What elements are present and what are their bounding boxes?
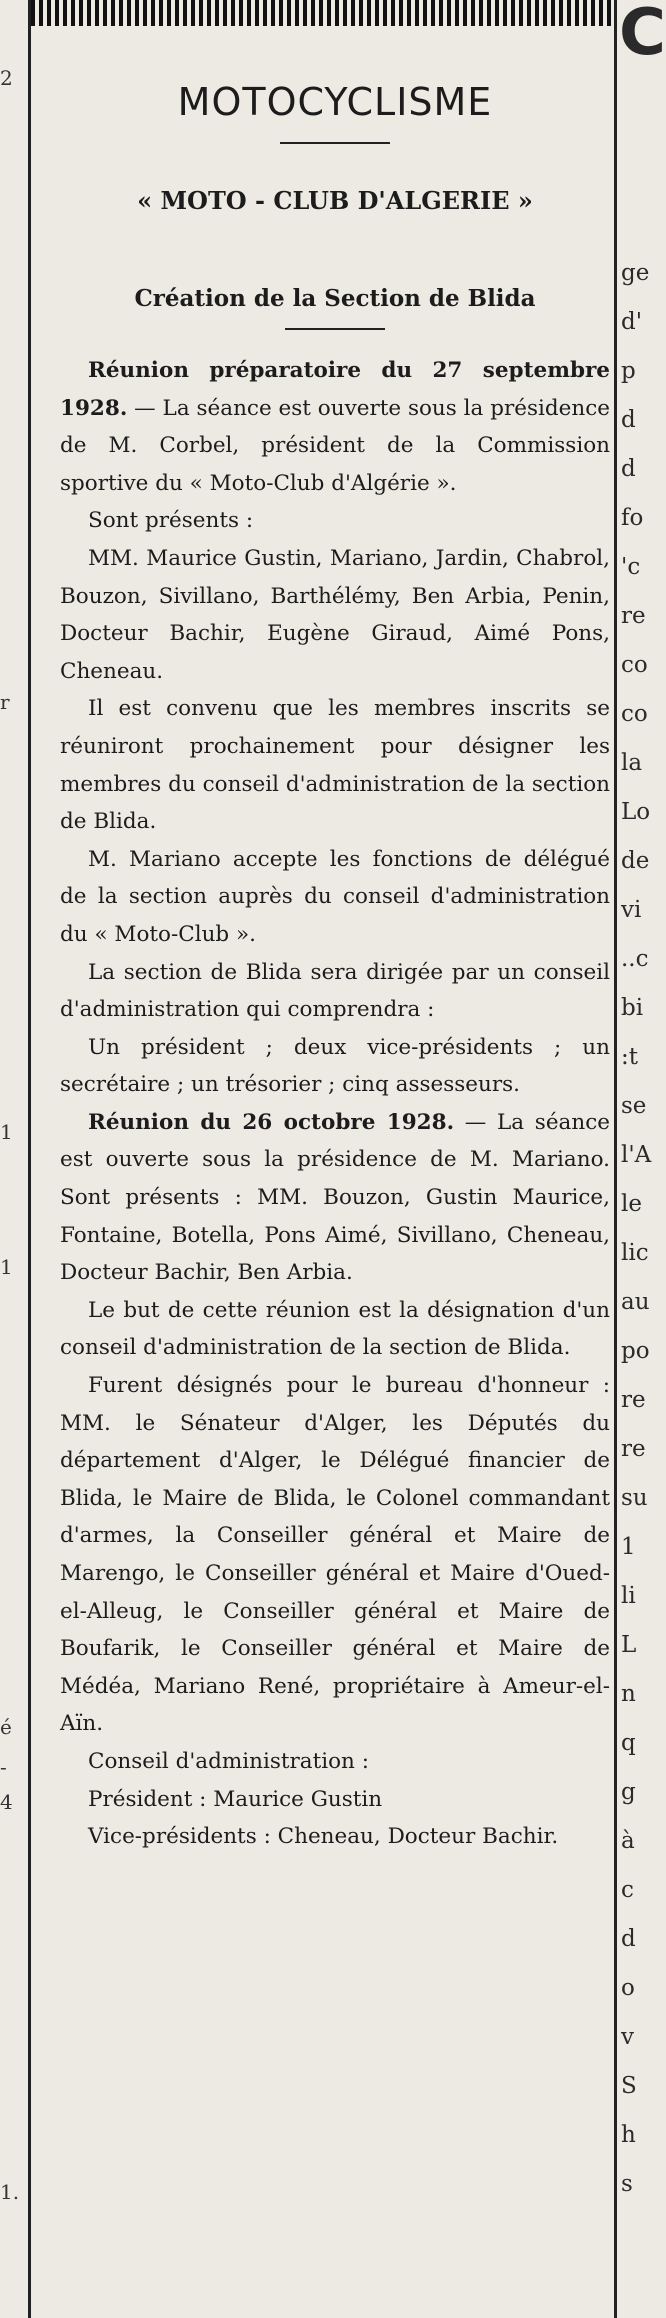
article-paragraph <box>60 1818 610 1856</box>
margin-fragment: é <box>0 1715 12 1739</box>
margin-fragment: d' <box>621 309 643 335</box>
article-paragraph <box>60 954 610 1029</box>
margin-fragment: la <box>621 750 643 776</box>
decorative-top-bar <box>31 0 614 26</box>
article-paragraph <box>60 690 610 840</box>
article-paragraph <box>60 1029 610 1104</box>
paragraph-text: Un président ; deux vice-présidents ; un secrétaire ; un trésorier ; cinq assesseurs. <box>60 1034 610 1098</box>
paragraph-text: La section de Blida sera dirigée par un conseil d'administration qui comprendra : <box>60 959 610 1023</box>
margin-fragment: n <box>621 1681 636 1707</box>
article-paragraph <box>60 540 610 690</box>
paragraph-lead: Réunion préparatoire du 27 septembre 1928. <box>60 358 610 421</box>
paragraph-text: Vice-présidents : Cheneau, Docteur Bachir. <box>88 1824 559 1850</box>
article-paragraph <box>60 1104 610 1292</box>
margin-fragment: re <box>621 603 646 629</box>
margin-fragment: ge <box>621 260 650 286</box>
margin-fragment: li <box>621 1583 636 1609</box>
article-paragraph <box>60 1743 610 1781</box>
margin-fragment: g <box>621 1779 636 1805</box>
article-paragraph <box>60 841 610 954</box>
paragraph-text: Sont présents : <box>88 508 254 534</box>
paragraph-lead: Réunion du 26 octobre 1928. <box>88 1109 455 1135</box>
article-column <box>60 30 610 1856</box>
article-paragraph <box>60 1367 610 1743</box>
article-paragraph <box>60 502 610 540</box>
margin-fragment: d <box>621 1926 636 1952</box>
margin-fragment: h <box>621 2122 636 2148</box>
margin-fragment: c <box>621 1877 634 1903</box>
margin-fragment: 4 <box>0 1790 13 1814</box>
margin-fragment: - <box>0 1755 7 1779</box>
margin-fragment: au <box>621 1289 650 1315</box>
margin-fragment: 1 <box>621 1534 636 1560</box>
margin-fragment: v <box>621 2024 634 2050</box>
paragraph-text: Le but de cette réunion est la désignation d'un conseil d'administration de la section de Blida. <box>60 1297 610 1361</box>
article-paragraph <box>60 352 610 502</box>
margin-fragment: lic <box>621 1240 649 1266</box>
margin-fragment: co <box>621 701 648 727</box>
margin-fragment: le <box>621 1191 642 1217</box>
column-rule-left <box>28 0 31 2318</box>
margin-fragment: se <box>621 1093 647 1119</box>
margin-fragment: 'c <box>621 554 641 580</box>
paragraph-text: Il est convenu que les membres inscrits se réuniront prochainement pour désigner les membres du conseil d'administration de la section de Blida. <box>60 696 610 835</box>
margin-fragment: s <box>621 2171 633 2197</box>
margin-fragment: Lo <box>621 799 651 825</box>
margin-fragment: ..c <box>621 946 649 972</box>
margin-fragment: d <box>621 456 636 482</box>
margin-fragment: po <box>621 1338 650 1364</box>
club-title: « MOTO - CLUB D'ALGERIE » <box>137 186 533 215</box>
article-body <box>60 352 610 1856</box>
margin-fragment: l'A <box>621 1142 652 1168</box>
paragraph-text: — La séance est ouverte sous la présidence de M. Corbel, président de la Commission sportive du « Moto-Club d'Algérie ». <box>60 395 610 496</box>
section-divider <box>285 328 385 330</box>
margin-fragment: q <box>621 1730 636 1756</box>
margin-fragment: re <box>621 1436 646 1462</box>
margin-fragment: à <box>621 1828 635 1854</box>
margin-fragment: :t <box>621 1044 638 1070</box>
margin-fragment: p <box>621 358 636 384</box>
margin-fragment: r <box>0 690 10 714</box>
margin-fragment: su <box>621 1485 648 1511</box>
article-paragraph <box>60 1292 610 1367</box>
margin-fragment: re <box>621 1387 646 1413</box>
rubric-title: MOTOCYCLISME <box>177 80 493 124</box>
margin-fragment: 1 <box>0 1255 13 1279</box>
paragraph-text: Conseil d'administration : <box>88 1748 369 1774</box>
margin-fragment: d <box>621 407 636 433</box>
margin-fragment: fo <box>621 505 644 531</box>
left-margin-fragments <box>0 0 28 2318</box>
margin-fragment: o <box>621 1975 635 2001</box>
margin-fragment: bi <box>621 995 644 1021</box>
right-margin-fragments <box>617 0 666 2318</box>
title-divider <box>280 142 390 144</box>
section-title: Création de la Section de Blida <box>134 285 536 312</box>
paragraph-text: — La séance est ouverte sous la présidence de M. Mariano. Sont présents : MM. Bouzon, Gustin Maurice, Fontaine, Botella, Pons Aimé, Sivillano, Cheneau, Docteur Bachir, Ben Arbia. <box>60 1109 610 1286</box>
margin-fragment: co <box>621 652 648 678</box>
margin-fragment: L <box>621 1632 637 1658</box>
article-paragraph <box>60 1781 610 1819</box>
margin-fragment: S <box>621 2073 637 2099</box>
margin-fragment: vi <box>621 897 642 923</box>
margin-fragment: C <box>619 0 666 70</box>
margin-fragment: de <box>621 848 650 874</box>
paragraph-text: Furent désignés pour le bureau d'honneur : MM. le Sénateur d'Alger, les Députés du département d'Alger, le Délégué financier de Blida, le Maire de Blida, le Colonel commandant d'armes, la Conseiller général et Maire de Marengo, le Conseiller général et Maire d'Oued-el-Alleug, le Conseiller général et Maire de Boufarik, le Conseiller général et Maire de Médéa, Mariano René, propriétaire à Ameur-el-Aïn. <box>60 1373 610 1737</box>
paragraph-text: Président : Maurice Gustin <box>88 1786 383 1812</box>
margin-fragment: 2 <box>0 66 13 90</box>
margin-fragment: 1 <box>0 1120 13 1144</box>
margin-fragment: 1. <box>0 2180 20 2204</box>
paragraph-text: M. Mariano accepte les fonctions de délégué de la section auprès du conseil d'administration du « Moto-Club ». <box>60 846 610 947</box>
paragraph-text: MM. Maurice Gustin, Mariano, Jardin, Chabrol, Bouzon, Sivillano, Barthélémy, Ben Arbia, Penin, Docteur Bachir, Eugène Giraud, Aimé Pons, Cheneau. <box>60 545 610 684</box>
